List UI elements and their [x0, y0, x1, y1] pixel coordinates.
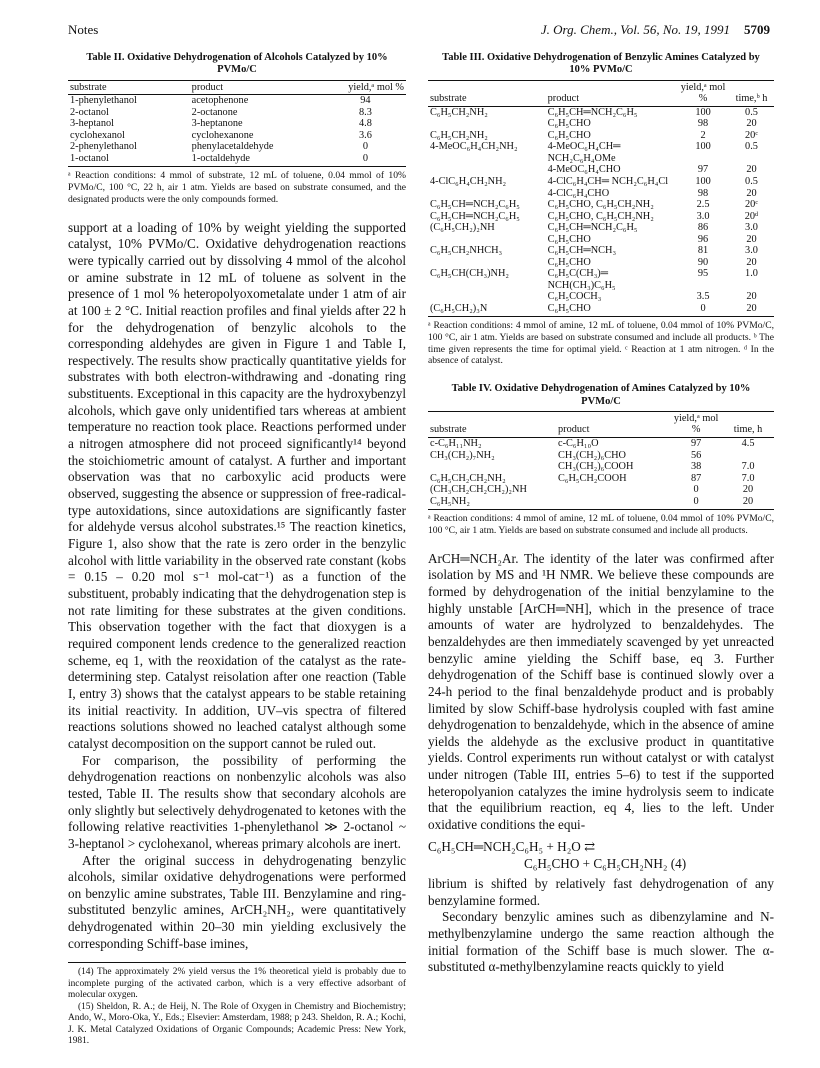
table-cell: 81: [697, 245, 709, 257]
table-cell: 4-ClC₆H₄CHO: [547, 187, 610, 199]
table-cell: 3.0: [745, 245, 758, 257]
table-cell: CH₃(CH₂)₆COOH: [558, 461, 634, 473]
table3-header-product: product: [546, 80, 677, 106]
right-column: [428, 52, 774, 976]
table-cell: 0.5: [745, 141, 758, 153]
table-cell: 20ᶜ: [745, 199, 758, 211]
table-row: [428, 106, 774, 118]
left-column: [68, 52, 406, 1048]
table-cell: 98: [697, 187, 709, 199]
table2-header-substrate: substrate: [68, 80, 190, 95]
table2-caption: Table II. Oxidative Dehydrogenation of Alcohols Catalyzed by 10% PVMo/C: [86, 52, 388, 76]
table-cell: 4.5: [741, 438, 755, 449]
table-cell: 20: [729, 303, 774, 317]
table-cell: [722, 450, 774, 462]
table-cell: 1-octanol: [68, 153, 190, 167]
table-cell: 2-phenylethanol: [70, 141, 137, 153]
table-cell: cyclohexanone: [191, 129, 254, 141]
table-row: [428, 245, 774, 257]
table-cell: C₆H₅CH═NCH₂C₆H₅: [547, 106, 638, 118]
table-cell: C₆H₅COCH₃: [547, 291, 602, 303]
table-cell: 100: [695, 106, 711, 118]
equation-line-1: C₆H₅CH═NCH₂C₆H₅ + H₂O ⇄: [428, 838, 596, 854]
table-cell: 20: [746, 291, 757, 303]
table4-header-yield: yield,ᵃ mol %: [670, 411, 722, 437]
table-cell: C₆H₅NH₂: [428, 496, 556, 510]
table-cell: 20: [746, 256, 757, 268]
table3-footnote: ᵃ Reaction conditions: 4 mmol of amine, 12 mL of toluene, 0.04 mmol of 10% PVMo/C, 100 °C, air 1 atm. Yields are based on substrate consumed and include all products. ᵇ The time given represents the time for optimal yield. ᶜ Reaction at 1 atm nitrogen. ᵈ In the absence of catalyst.: [428, 320, 774, 367]
table-cell: (CH₃CH₂CH₂CH₂)₂NH: [430, 484, 527, 496]
table-cell: 2.5: [696, 199, 710, 211]
table-cell: 4.8: [358, 118, 372, 130]
table-row: [68, 118, 406, 130]
table2-header-product: product: [190, 80, 325, 95]
table-cell: 20: [746, 164, 757, 176]
table-cell: 20: [746, 233, 757, 245]
table-cell: 3.0: [745, 222, 758, 234]
table-cell: [556, 496, 670, 510]
table-row: [428, 222, 774, 234]
table-cell: 3-heptanone: [191, 118, 243, 130]
table-row: [428, 461, 774, 473]
table-cell: [428, 461, 556, 473]
table-cell: C₆H₅CHO: [547, 129, 591, 141]
table-cell: 7.0: [741, 472, 755, 484]
table-cell: phenylacetaldehyde: [191, 141, 274, 153]
table-cell: 56: [690, 449, 702, 461]
table-cell: [428, 234, 546, 246]
table-row: [428, 141, 774, 164]
table4-header-product: product: [556, 411, 670, 437]
table-cell: C₆H₅CHO: [547, 256, 591, 268]
table-cell: CH₃(CH₂)₇NH₂: [430, 449, 495, 461]
table-row: [428, 473, 774, 485]
table-cell: 1-phenylethanol: [70, 95, 137, 107]
table-cell: C₆H₅CHO: [547, 118, 591, 130]
table-cell: 20ᵈ: [744, 210, 759, 222]
table-cell: 86: [697, 222, 709, 234]
table-row: [428, 164, 774, 176]
table-cell: 20ᶜ: [745, 129, 758, 141]
table-row: [428, 176, 774, 188]
table-cell: C₆H₅CHO: [547, 233, 591, 245]
table-row: [428, 130, 774, 142]
reference-15: (15) Sheldon, R. A.; de Heij, N. The Role of Oxygen in Chemistry and Biochemistry; Ando, W., Moro-Oka, Y., Eds.; Elsevier: Amsterdam, 1988; p 243. Sheldon, R. A.; Kochi, J. K. Metal Catalyzed Oxidations of Organic Compounds; Academic Press: New York, 1981.: [68, 1001, 406, 1047]
table-cell: 4-MeOC₆H₄CH═ NCH₂C₆H₄OMe: [547, 141, 621, 164]
table-cell: c-C₆H₁₁NH₂: [430, 438, 482, 449]
paragraph: support at a loading of 10% by weight yielding the supported catalyst, 10% PVMo/C. Oxidative dehydrogenation reactions were typically carried out by dissolving 4 mmol of the alcohol or amine substrate in 12 mL of toluene as solvent in the presence of 1 mol % heteropolyoxometalate under 1 atm of air at 100 ± 2 °C. Initial reaction profiles and final yields after 22 h for the dehydrogenation of benzylic alcohols to the corresponding aldehydes are given in Figure 1 and Table I, respectively. The results show practically quantitative yields for substrates with both electron-withdrawing and -donating ring substituents. Exceptional in this capacity are the hydroxybenzyl alcohols, which gave only unidentified tars whereas at ambient temperature no reaction took place. Reactions performed under a nitrogen atmosphere did not proceed significantly¹⁴ beyond the stoichiometric amount of catalyst. A further and important observation was that no carboxylic acid products were observed, suggesting the absence or suppression of free-radical-type autoxidations, since autoxidations are significantly faster for aldehyde versus alcohol substrates.¹⁵ The reaction kinetics, Figure 1, also show that the rate is zero order in the benzylic alcohol with little variability in the observed rate constant (kobs = 0.15 – 0.20 mol s⁻¹ mol-cat⁻¹) as a function of the substituent, probably indicating that the dehydrogenation step is not rate limiting for these substrates at the given conditions. This observation together with the fact that dioxygen is a required component lends credence to the generalized reaction scheme, eq 1, with the reoxidation of the catalyst as the rate-determining step. Catalyst reisolation after one reaction (Table I, entry 3) shows that the catalyst appears to be stable retaining its initial reactivity. In addition, UV–vis spectra of filtered reactions solutions showed no leached catalyst although some catalyst decomposition on the support cannot be ruled out.: [68, 219, 406, 751]
table-cell: 3-heptanol: [70, 118, 115, 130]
table-cell: 97: [697, 164, 709, 176]
table-cell: C₆H₅CH₂NH₂: [430, 106, 488, 118]
table-cell: C₆H₅CHO, C₆H₅CH₂NH₂: [547, 199, 654, 211]
table-cell: C₆H₅CHO: [546, 303, 677, 317]
table3: [428, 80, 774, 318]
table-row: [68, 153, 406, 167]
table-row: [68, 141, 406, 153]
table-cell: 0: [362, 141, 368, 153]
table-cell: 8.3: [358, 106, 372, 118]
table-cell: C₆H₅CH₂CH₂NH₂: [430, 472, 506, 484]
table-cell: 0.5: [745, 176, 758, 187]
table-cell: cyclohexanol: [70, 129, 125, 141]
table-cell: CH₃(CH₂)₆CHO: [558, 449, 626, 461]
table-cell: 0: [677, 303, 729, 317]
journal-citation: J. Org. Chem., Vol. 56, No. 19, 1991: [540, 22, 730, 37]
table-cell: 4-MeOC₆H₄CH₂NH₂: [430, 141, 518, 153]
table-cell: 0: [325, 153, 406, 167]
table-cell: 90: [697, 256, 709, 268]
table-row: [428, 438, 774, 450]
table3-header-substrate: substrate: [428, 80, 546, 106]
table-cell: [428, 164, 546, 176]
paragraph: ArCH═NCH₂Ar. The identity of the later was confirmed after isolation by MS and ¹H NMR. We believe these compounds are formed by dehydrogenation of the initial benzylamine to the highly unstable [ArCH═NH], which in the presence of trace amounts of water are hydrolyzed to benzaldehydes. The benzaldehydes are then immediately scavenged by yet unreacted benzylic amine yielding the Schiff base, eq 3. Further dehydrogenation of the Schiff base is continued slowly over a 24-h period to the final benzaldehyde product and is probably limited by slow Schiff-base hydrolysis coupled with fast amine dehydrogenation to benzaldehyde, which in the absence of amine yields the aldehyde as the exclusive product in quantitative yields. Control experiments run without catalyst or with catalyst under nitrogen (Table III, entries 5–6) to test if the supported heteropolyanion catalyzes the imine hydrolysis seem to indicate that the equilibrium reaction, eq 4, lies to the left. Under oxidative conditions the equi-: [428, 550, 774, 833]
table-cell: 94: [360, 95, 371, 107]
table-cell: C₆H₅CH₂NHCH₃: [430, 245, 503, 257]
table3-caption: Table III. Oxidative Dehydrogenation of Benzylic Amines Catalyzed by 10% PVMo/C: [442, 52, 760, 76]
table-row: [428, 450, 774, 462]
table-cell: 1-octaldehyde: [190, 153, 325, 167]
table-row: [68, 107, 406, 119]
table-cell: 98: [697, 118, 709, 130]
table4-header-time: time, h: [722, 411, 774, 437]
table-row: [428, 257, 774, 269]
table-cell: [428, 291, 546, 303]
table-cell: C₆H₅CH═NCH₂C₆H₅: [430, 210, 520, 222]
table-cell: 20: [746, 118, 757, 130]
table-cell: C₆H₅CH═NCH₃: [547, 245, 617, 257]
table-cell: 3.0: [696, 210, 710, 222]
table-cell: 0: [670, 496, 722, 510]
table-cell: 96: [697, 233, 709, 245]
left-body-text: [68, 220, 406, 953]
table-row: [68, 95, 406, 107]
table-row: [428, 268, 774, 291]
table-cell: C₆H₅CH₂COOH: [558, 472, 627, 484]
page-number: 5709: [744, 22, 770, 37]
table-cell: 20: [742, 484, 754, 496]
table4: [428, 411, 774, 510]
table-cell: 1.0: [745, 268, 758, 280]
table-cell: 100: [695, 141, 711, 153]
table-row: [428, 303, 774, 317]
paragraph: After the original success in dehydrogenating benzylic alcohols, similar oxidative dehydrogenations were performed on benzylic amine substrates, Table III. Benzylamine and ring-substituted benzylic amines, ArCH₂NH₂, were quantitatively dehydrogenated within 20–30 min yielding exclusively the corresponding Schiff-base imines,: [68, 852, 406, 951]
table-row: [68, 130, 406, 142]
table3-header-yield: yield,ᵃ mol %: [677, 80, 729, 106]
paragraph: librium is shifted by relatively fast dehydrogenation of any benzylamine formed.: [428, 876, 774, 908]
table-cell: C₆H₅CH═NCH₂C₆H₅: [430, 199, 520, 211]
table-cell: 4-ClC₆H₄CH₂NH₂: [430, 176, 507, 187]
table-cell: 20: [746, 187, 757, 199]
table-cell: c-C₆H₁₀O: [558, 438, 599, 449]
equation-line-2: C₆H₅CHO + C₆H₅CH₂NH₂ (4): [524, 855, 687, 871]
table-row: [428, 234, 774, 246]
table-cell: 0: [693, 484, 699, 496]
table-cell: C₆H₅C(CH₃)═ NCH(CH₃)C₆H₅: [547, 268, 616, 291]
table-row: [428, 188, 774, 200]
table-cell: 2: [700, 129, 706, 141]
right-body-text: [428, 551, 774, 976]
references: [68, 962, 406, 1047]
table-cell: 2-octanol: [70, 106, 109, 118]
table2-header-yield: yield,ᵃ mol %: [325, 80, 406, 95]
table2: [68, 80, 406, 168]
paragraph: Secondary benzylic amines such as dibenzylamine and N-methylbenzylamine undergo the same reaction although the initial formation of the Schiff base is much slower. The α-substituted α-methylbenzylamine reacts quickly to yield: [428, 909, 774, 975]
paragraph: For comparison, the possibility of performing the dehydrogenation reactions on nonbenzylic alcohols was also tested, Table II. The results show that secondary alcohols are only slightly but selectively dehydrogenated to ketones with the following relative reactivities 1-phenylethanol ≫ 2-octanol ~ 3-heptanol > cyclohexanol, whereas primary alcohols are inert.: [68, 752, 406, 851]
table-cell: 97: [690, 438, 702, 449]
table-cell: 3.5: [696, 291, 710, 303]
table-cell: 4-MeOC₆H₄CHO: [547, 164, 621, 176]
table2-footnote: ᵃ Reaction conditions: 4 mmol of substrate, 12 mL of toluene, 0.04 mmol of 10% PVMo/C, 100 °C, 22 h, air 1 atm. Yields are based on substrate consumed, and the designated products were the only compounds formed.: [68, 170, 406, 205]
table-cell: [428, 257, 546, 269]
running-head-section: Notes: [68, 22, 99, 37]
table4-footnote: ᵃ Reaction conditions: 4 mmol of amine, 12 mL of toluene, 0.04 mmol of 10% PVMo/C, 100 °C, air 1 atm. Yields are based on substrate consumed and include all products.: [428, 513, 774, 536]
table-cell: C₆H₅CH═NCH₂C₆H₅: [547, 222, 638, 234]
table-cell: 2-octanone: [191, 106, 238, 118]
table-cell: [428, 118, 546, 130]
table-cell: C₆H₅CHO, C₆H₅CH₂NH₂: [547, 210, 654, 222]
table-cell: 7.0: [741, 461, 755, 473]
table-row: [428, 118, 774, 130]
table3-header-time: time,ᵇ h: [729, 80, 774, 106]
table-cell: 38: [690, 461, 702, 473]
table-cell: acetophenone: [191, 95, 249, 107]
table-cell: (C₆H₅CH₂)₃N: [428, 303, 546, 317]
table-cell: 20: [722, 496, 774, 510]
table-cell: 87: [690, 472, 702, 484]
table-row: [428, 484, 774, 496]
table-cell: 3.6: [358, 129, 372, 141]
table4-caption: Table IV. Oxidative Dehydrogenation of Amines Catalyzed by 10% PVMo/C: [451, 383, 751, 407]
table-row: [428, 496, 774, 510]
table-cell: 95: [697, 268, 709, 280]
running-head-journal: [541, 22, 770, 38]
reference-14: (14) The approximately 2% yield versus the 1% theoretical yield is probably due to incomplete purging of the activated carbon, which is a very effective adsorbant of molecular oxygen.: [68, 967, 406, 1001]
equation-4: [428, 838, 774, 872]
table-cell: C₆H₅CH(CH₃)NH₂: [430, 268, 510, 280]
table-row: [428, 211, 774, 223]
table-cell: (C₆H₅CH₂)₂NH: [430, 222, 495, 234]
table-cell: [428, 188, 546, 200]
table-cell: 100: [695, 176, 711, 187]
table4-header-substrate: substrate: [428, 411, 556, 437]
table-row: [428, 199, 774, 211]
table-cell: [556, 484, 670, 496]
table-cell: 0.5: [745, 106, 758, 118]
table-cell: 4-ClC₆H₄CH═ NCH₂C₆H₄Cl: [547, 176, 669, 187]
table-row: [428, 291, 774, 303]
table-cell: C₆H₅CH₂NH₂: [430, 129, 488, 141]
